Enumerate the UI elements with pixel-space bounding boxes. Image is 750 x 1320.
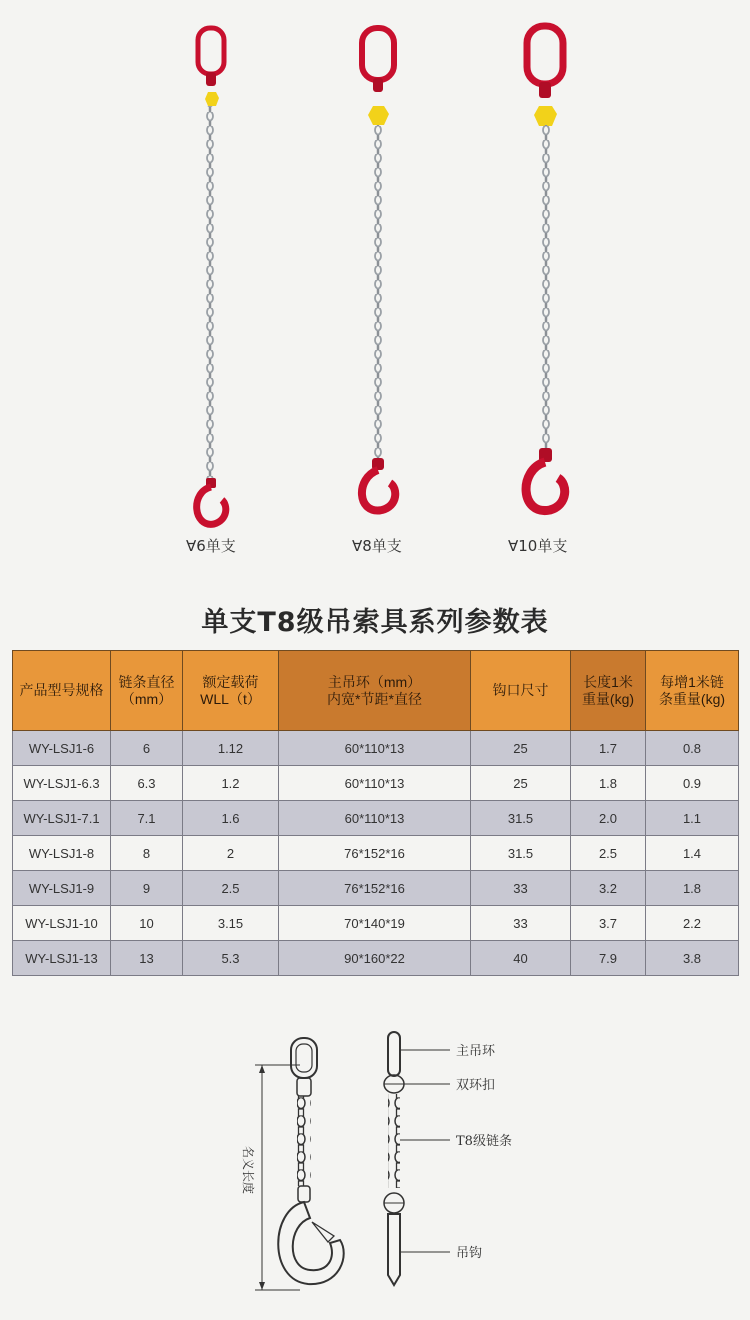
header-master-link: 主吊环（mm） 内宽*节距*直径 [279, 651, 471, 731]
cell-wll: 1.2 [183, 766, 279, 801]
side-view-drawing [384, 1032, 404, 1285]
dimension-label: 名义长度 [241, 1145, 255, 1195]
header-hook-opening: 钩口尺寸 [471, 651, 571, 731]
cell-hook-opening: 25 [471, 731, 571, 766]
cell-extra-weight: 1.4 [646, 836, 739, 871]
cell-diameter: 7.1 [111, 801, 183, 836]
cell-diameter: 8 [111, 836, 183, 871]
header-chain-diameter: 链条直径 （mm） [111, 651, 183, 731]
cell-wll: 2 [183, 836, 279, 871]
label-coupler: 双环扣 [456, 1078, 496, 1093]
table-row [13, 941, 739, 976]
front-view-drawing [255, 1038, 344, 1290]
header-extra-weight: 每增1米链 条重量(kg) [646, 651, 739, 731]
label-hook: 吊钩 [456, 1246, 483, 1261]
table-row [13, 801, 739, 836]
cell-diameter: 10 [111, 906, 183, 941]
technical-diagram [0, 1020, 750, 1320]
header-weight-1m: 长度1米 重量(kg) [571, 651, 646, 731]
cell-weight-1m: 3.7 [571, 906, 646, 941]
header-wll: 额定载荷 WLL（t） [183, 651, 279, 731]
cell-extra-weight: 3.8 [646, 941, 739, 976]
cell-hook-opening: 40 [471, 941, 571, 976]
product-photos [0, 0, 750, 580]
caption-6mm: ∀6单支 [186, 537, 236, 555]
cell-hook-opening: 31.5 [471, 836, 571, 871]
cell-hook-opening: 33 [471, 906, 571, 941]
table-row [13, 906, 739, 941]
table-header-row [13, 651, 739, 731]
sling-6mm-image [197, 28, 226, 524]
cell-model: WY-LSJ1-13 [13, 941, 111, 976]
cell-weight-1m: 2.0 [571, 801, 646, 836]
sling-10mm-image [526, 26, 565, 511]
cell-wll: 5.3 [183, 941, 279, 976]
caption-10mm: ∀10单支 [508, 537, 568, 555]
cell-weight-1m: 7.9 [571, 941, 646, 976]
cell-weight-1m: 1.7 [571, 731, 646, 766]
cell-extra-weight: 1.1 [646, 801, 739, 836]
cell-model: WY-LSJ1-9 [13, 871, 111, 906]
cell-master-link: 90*160*22 [279, 941, 471, 976]
cell-hook-opening: 31.5 [471, 801, 571, 836]
cell-model: WY-LSJ1-10 [13, 906, 111, 941]
cell-extra-weight: 0.8 [646, 731, 739, 766]
cell-weight-1m: 1.8 [571, 766, 646, 801]
table-row [13, 731, 739, 766]
cell-master-link: 60*110*13 [279, 766, 471, 801]
cell-master-link: 76*152*16 [279, 871, 471, 906]
sling-8mm-image [362, 28, 395, 510]
cell-model: WY-LSJ1-6 [13, 731, 111, 766]
header-model: 产品型号规格 [13, 651, 111, 731]
cell-wll: 3.15 [183, 906, 279, 941]
table-row [13, 836, 739, 871]
cell-wll: 1.6 [183, 801, 279, 836]
cell-diameter: 13 [111, 941, 183, 976]
cell-hook-opening: 25 [471, 766, 571, 801]
table-row [13, 766, 739, 801]
label-master-link: 主吊环 [456, 1044, 496, 1059]
cell-master-link: 60*110*13 [279, 801, 471, 836]
cell-diameter: 6 [111, 731, 183, 766]
table-title: 单支T8级吊索具系列参数表 [201, 607, 549, 638]
cell-diameter: 9 [111, 871, 183, 906]
spec-table [12, 650, 739, 976]
callout-leaders [400, 1050, 450, 1252]
cell-model: WY-LSJ1-7.1 [13, 801, 111, 836]
cell-extra-weight: 2.2 [646, 906, 739, 941]
table-row [13, 871, 739, 906]
cell-diameter: 6.3 [111, 766, 183, 801]
cell-master-link: 60*110*13 [279, 731, 471, 766]
cell-wll: 2.5 [183, 871, 279, 906]
cell-hook-opening: 33 [471, 871, 571, 906]
cell-master-link: 70*140*19 [279, 906, 471, 941]
cell-model: WY-LSJ1-6.3 [13, 766, 111, 801]
cell-extra-weight: 0.9 [646, 766, 739, 801]
cell-master-link: 76*152*16 [279, 836, 471, 871]
cell-wll: 1.12 [183, 731, 279, 766]
cell-weight-1m: 3.2 [571, 871, 646, 906]
cell-model: WY-LSJ1-8 [13, 836, 111, 871]
caption-8mm: ∀8单支 [352, 537, 402, 555]
cell-extra-weight: 1.8 [646, 871, 739, 906]
cell-weight-1m: 2.5 [571, 836, 646, 871]
label-chain: T8级链条 [456, 1134, 512, 1149]
